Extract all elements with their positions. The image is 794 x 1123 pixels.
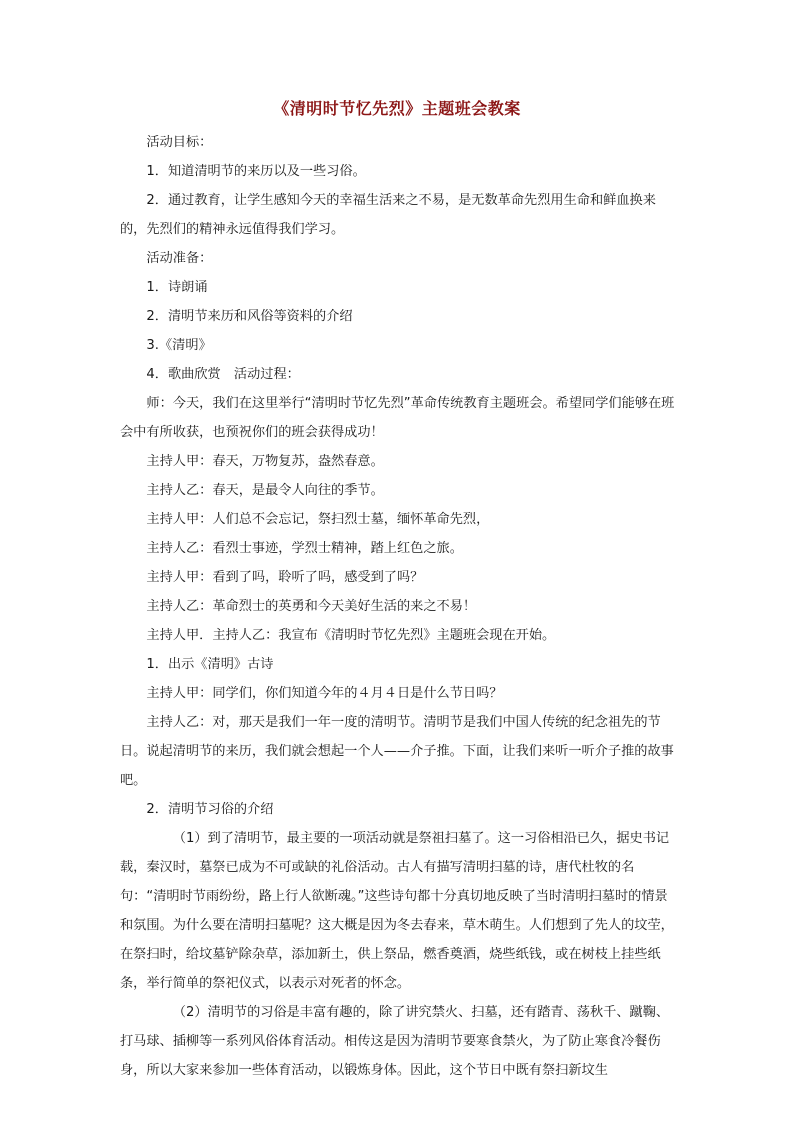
section-heading-objectives: 活动目标： (146, 135, 213, 150)
dialogue-line: 主持人乙：革命烈士的英勇和今天美好生活的来之不易！ (146, 599, 477, 614)
objective-item-2: 2．通过教育，让学生感知今天的幸福生活来之不易，是无数革命先烈用生命和鲜血换来的，先烈们的精神永远值得我们学习。 (120, 193, 656, 237)
custom-paragraph-2: （2）清明节的习俗是丰富有趣的，除了讲究禁火、扫墓，还有踏青、荡秋千、蹴鞠、打马球、插柳等一系列风俗体育活动。相传这是因为清明节要寒食禁火，为了防止寒食冷餐伤身，所以大家来参加一些体育活动，以锻炼身体。因此，这个节日中既有祭扫新坟生 (120, 1005, 670, 1078)
document-body (120, 128, 680, 1085)
preparation-item-3: 3.《清明》 (146, 338, 212, 353)
dialogue-line: 主持人甲．主持人乙：我宣布《清明时节忆先烈》主题班会现在开始。 (146, 628, 556, 643)
section-heading-preparation: 活动准备： (146, 251, 213, 266)
dialogue-line: 主持人甲：看到了吗，聆听了吗，感受到了吗？ (146, 570, 424, 585)
dialogue-line: 主持人乙：对，那天是我们一年一度的清明节。清明节是我们中国人传统的纪念祖先的节日。说起清明节的来历，我们就会想起一个人——介子推。下面，让我们来听一听介子推的故事吧。 (120, 715, 674, 788)
dialogue-line: 主持人甲：同学们，你们知道今年的４月４日是什么节日吗？ (146, 686, 503, 701)
teacher-opening: 师：今天，我们在这里举行“清明时节忆先烈”革命传统教育主题班会。希望同学们能够在班会中有所收获，也预祝你们的班会获得成功！ (120, 396, 675, 440)
custom-paragraph-1: （1）到了清明节，最主要的一项活动就是祭祖扫墓了。这一习俗相沿已久，据史书记载，秦汉时，墓祭已成为不可或缺的礼俗活动。古人有描写清明扫墓的诗，唐代杜牧的名句：“清明时节雨纷纷，路上行人欲断魂。”这些诗句都十分真切地反映了当时清明扫墓时的情景和氛围。为什么要在清明扫墓呢？这大概是因为冬去春来，草木萌生。人们想到了先人的坟茔，在祭扫时，给坟墓铲除杂草，添加新土，供上祭品，燃香奠酒，烧些纸钱，或在树枝上挂些纸条，举行简单的祭祀仪式，以表示对死者的怀念。 (120, 831, 674, 991)
preparation-item-2: 2．清明节来历和风俗等资料的介绍 (146, 309, 353, 324)
dialogue-line: 主持人乙：看烈士事迹，学烈士精神，踏上红色之旅。 (146, 541, 463, 556)
preparation-item-4: 4．歌曲欣赏 活动过程： (146, 367, 300, 382)
objective-item-1: 1．知道清明节的来历以及一些习俗。 (146, 164, 366, 179)
dialogue-line: 主持人甲：人们总不会忘记，祭扫烈士墓，缅怀革命先烈， (146, 512, 490, 527)
dialogue-line: 主持人乙：春天，是最令人向往的季节。 (146, 483, 384, 498)
dialogue-line: 主持人甲：春天，万物复苏，盎然春意。 (146, 454, 384, 469)
process-step-2: 2．清明节习俗的介绍 (146, 802, 274, 817)
document-title: 《清明时节忆先烈》主题班会教案 (273, 99, 521, 118)
preparation-item-1: 1．诗朗诵 (146, 280, 208, 295)
process-step-1: 1．出示《清明》古诗 (146, 657, 274, 672)
